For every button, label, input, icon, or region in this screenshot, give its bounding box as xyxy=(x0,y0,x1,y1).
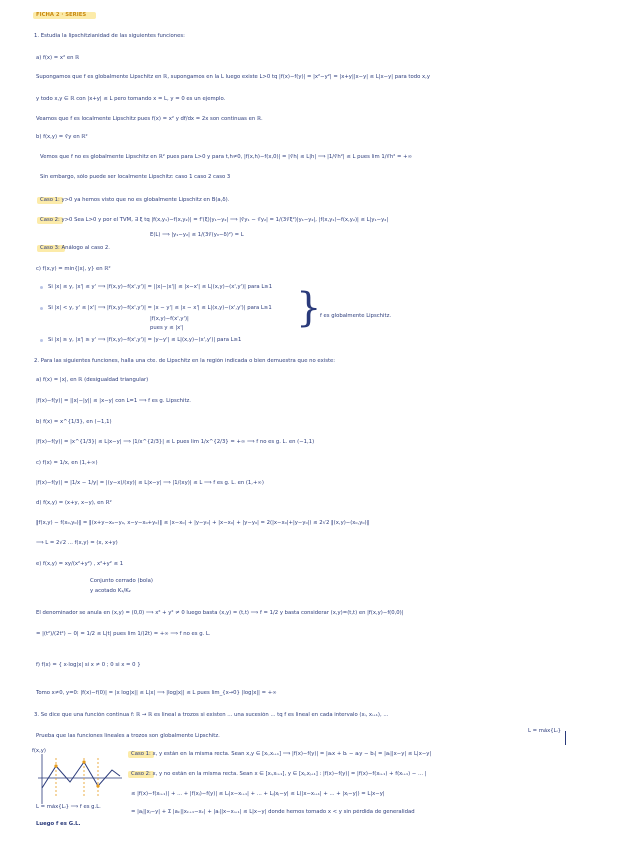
exercise-3-statement: 3. Se dice que una función continua f: ℝ → ℝ es lineal a trozos si existen ... una sucesión ... tq f es lineal en cada intervalo (xᵢ, xᵢ₊₁), ... xyxy=(34,712,389,718)
exercise-1b-case2: Caso 2: y>0 Sea L>0 y por el TVM, ∃ ξ tq |f(x,y₁)−f(x,y₂)| = f'(ξ)|y₁−y₂| ⟹ |∛y₁ − ∛y₂| = 1/(3∛ξ²)|y₁−y₂|, |f(x,y₁)−f(x,y₂)| ≤ L|y₁−y₂| xyxy=(40,217,389,223)
piecewise-linear-figure xyxy=(32,748,124,808)
exercise-1b-case2-bound: E(L) ⟹ |y₁−y₂| ≤ 1/(3∛(y₀−δ)²) = L xyxy=(150,232,244,238)
exercise-2c-line1: |f(x)−f(y)| = |1/x − 1/y| = |(y−x)/(xy)| ≤ L|x−y| ⟹ |1/(xy)| ≤ L ⟹ f es g. L. en (1,+∞) xyxy=(36,480,264,486)
exercise-2a-title: a) f(x) = |x|, en ℝ (desigualdad triangular) xyxy=(36,377,149,383)
exercise-2d-title: d) f(x,y) = (x+y, x−y), en ℝ² xyxy=(36,500,112,506)
exercise-1a-line1: Supongamos que f es globalmente Lipschitz en ℝ, supongamos en la L luego existe L>0 tq |f(x)−f(y)| = |x²−y²| = |x+y||x−y| ≤ L|x−y| para todo x,y xyxy=(36,74,430,80)
exercise-3-case1: Caso 1: x, y están en la misma recta. Sean x,y ∈ [xᵢ,xᵢ₊₁] ⟹ |f(x)−f(y)| = |aᵢx + bᵢ − aᵢy − bᵢ| = |aᵢ||x−y| ≤ L|x−y| xyxy=(131,751,432,757)
exercise-2d-line1: ‖f(x,y) − f(x₀,y₀)‖ = ‖(x+y−x₀−y₀, x−y−x₀+y₀)‖ ≤ |x−x₀| + |y−y₀| + |x−x₀| + |y−y₀| = 2(|x−x₀|+|y−y₀|) ≤ 2√2 ‖(x,y)−(x₀,y₀)‖ xyxy=(36,520,370,526)
exercise-2a-line1: |f(x)−f(y)| = ||x|−|y|| ≤ |x−y| con L=1 ⟹ f es g. Lipschitz. xyxy=(36,398,191,404)
exercise-1c-title: c) f(x,y) = min{|x|, y} en ℝ² xyxy=(36,266,111,272)
exercise-2d-line2: ⟹ L = 2√2 ... f(x,y) = (x, x+y) xyxy=(36,540,118,546)
exercise-2b-line1: |f(x)−f(y)| = |x^{1/3}| ≤ L|x−y| ⟹ |1/x^{2/3}| ≤ L pues lim 1/x^{2/3} = +∞ ⟹ f no es g. L. en (−1,1) xyxy=(36,439,315,445)
exercise-1c-case1: Si |x| ≤ y, |x'| ≤ y' ⟹ |f(x,y)−f(x',y')| = ||x|−|x'|| ≤ |x−x'| ≤ L|(x,y)−(x',y')| para L≥1 xyxy=(48,284,273,290)
exercise-1a-line3: Veamos que f es localmente Lipschitz pues f(x) = x² y df/dx = 2x son continuas en ℝ. xyxy=(36,116,263,122)
exercise-3-task: Prueba que las funciones lineales a trozos son globalmente Lipschitz. xyxy=(36,733,220,739)
arrow-separator xyxy=(565,731,566,745)
exercise-2f-line1: Tomo x≠0, y=0: |f(x)−f(0)| = |x log|x|| ≤ L|x| ⟹ |log|x|| ≤ L pues lim_{x→0} |log|x|| = +∞ xyxy=(36,690,277,696)
exercise-2f-title: f) f(x) = { x·log|x| si x ≠ 0 ; 0 si x = 0 } xyxy=(36,662,141,668)
exercise-2-statement: 2. Para las siguientes funciones, halla una cte. de Lipschitz en la región indicada o bien demuestra que no existe: xyxy=(34,358,336,364)
exercise-2c-title: c) f(x) = 1/x, en (1,+∞) xyxy=(36,460,98,466)
figure-axis-label: f(x,y) xyxy=(32,748,46,754)
exercise-1b-case1: Caso 1: y>0 ya hemos visto que no es globalmente Lipschitz en B(a,δ). xyxy=(40,197,230,203)
exercise-2e-note1: Conjunto cerrado (bola) xyxy=(90,578,153,584)
exercise-1c-conclusion: f es globalmente Lipschitz. xyxy=(320,313,392,319)
exercise-1c-case2-note1: |f(x,y)−f(x',y')| xyxy=(150,316,189,322)
exercise-2e-title: e) f(x,y) = xy/(x²+y²) , x²+y² ≤ 1 xyxy=(36,561,124,567)
bullet-2 xyxy=(40,307,43,310)
exercise-2b-title: b) f(x) = x^{1/3}, en (−1,1) xyxy=(36,419,112,425)
exercise-1c-case2-note2: pues y ≤ |x'| xyxy=(150,325,184,331)
exercise-3-lmax: L = máx{Lᵢ} xyxy=(528,728,561,734)
exercise-1b-case3: Caso 3: Análogo al caso 2. xyxy=(40,245,110,251)
exercise-1b-line2: Sin embargo, sólo puede ser localmente Lipschitz: caso 1 caso 2 caso 3 xyxy=(40,174,231,180)
piecewise-linear-plot xyxy=(32,748,124,808)
exercise-3-case2-line3: = |aⱼ||xⱼ−y| + Σ |aₖ||xₖ₊₁−xₖ| + |aᵢ||x−xᵢ₊₁| ≤ L|x−y| donde hemos tomado x < y sin pérdida de generalidad xyxy=(131,809,415,815)
exercise-3-case2-line2: ≤ |f(x)−f(xᵢ₊₁)| + ... + |f(xⱼ)−f(y)| ≤ Lᵢ|x−xᵢ₊₁| + ... + Lⱼ|xⱼ−y| ≤ L(|x−xᵢ₊₁| + ... + |xⱼ−y|) = L|x−y| xyxy=(131,791,385,797)
exercise-1b-line1: Vemos que f no es globalmente Lipschitz en ℝ² pues para L>0 y para t,h≠0, |f(x,h)−f(x,0)| = |∛h| ≤ L|h| ⟹ |1/∛h²| ≤ L pues lim 1/∛h² = +∞ xyxy=(40,154,413,160)
exercise-1c-case3: Si |x| ≥ y, |x'| ≥ y' ⟹ |f(x,y)−f(x',y')| = |y−y'| ≤ L|(x,y)−(x',y')| para L≥1 xyxy=(48,337,242,343)
exercise-1-statement: 1. Estudia la lipschitzianidad de las siguientes funciones: xyxy=(34,33,185,39)
exercise-3-case2: Caso 2: x, y no están en la misma recta. Sean x ∈ [xᵢ,xᵢ₊₁], y ∈ [xⱼ,xⱼ₊₁] : |f(x)−f(y)| = |f(x)−f(xᵢ₊₁) + f(xᵢ₊₁) − ... | xyxy=(131,771,427,777)
exercise-1c-case2: Si |x| < y, y' ≤ |x'| ⟹ |f(x,y)−f(x',y')| = |x − y'| ≤ |x − x'| ≤ L|(x,y)−(x',y')| para L≥1 xyxy=(48,305,272,311)
exercise-2e-note2: y acotado K₁/K₂ xyxy=(90,588,131,594)
exercise-2e-line2: = |(t²)/(2t²) − 0| = 1/2 ≤ L|t| pues lim 1/(2t) = +∞ ⟹ f no es g. L. xyxy=(36,631,211,637)
bullet-3 xyxy=(40,339,43,342)
right-brace: } xyxy=(296,285,322,331)
exercise-3-lmax-inline: L = máx{Lᵢ} ⟹ f es g.L. xyxy=(36,804,101,810)
bullet-1 xyxy=(40,286,43,289)
exercise-1a-title: a) f(x) = x² en ℝ xyxy=(36,55,80,61)
exercise-1a-line2: y todo x,y ∈ ℝ con |x+y| ≤ L pero tomando x = L, y = 0 es un ejemplo. xyxy=(36,96,226,102)
exercise-3-conclusion: Luego f es G.L. xyxy=(36,821,81,827)
exercise-2e-line1: El denominador se anula en (x,y) = (0,0) ⟹ x² + y² ≠ 0 luego basta (x,y) = (t,t) ⟹ f = 1/2 y basta considerar (x,y)=(t,t) en |f(x,y)−f(0,0)| xyxy=(36,610,404,616)
page-header-tag: FICHA 2 · SÉRIES xyxy=(36,12,87,18)
exercise-1b-title: b) f(x,y) = ∛y en ℝ² xyxy=(36,134,88,140)
